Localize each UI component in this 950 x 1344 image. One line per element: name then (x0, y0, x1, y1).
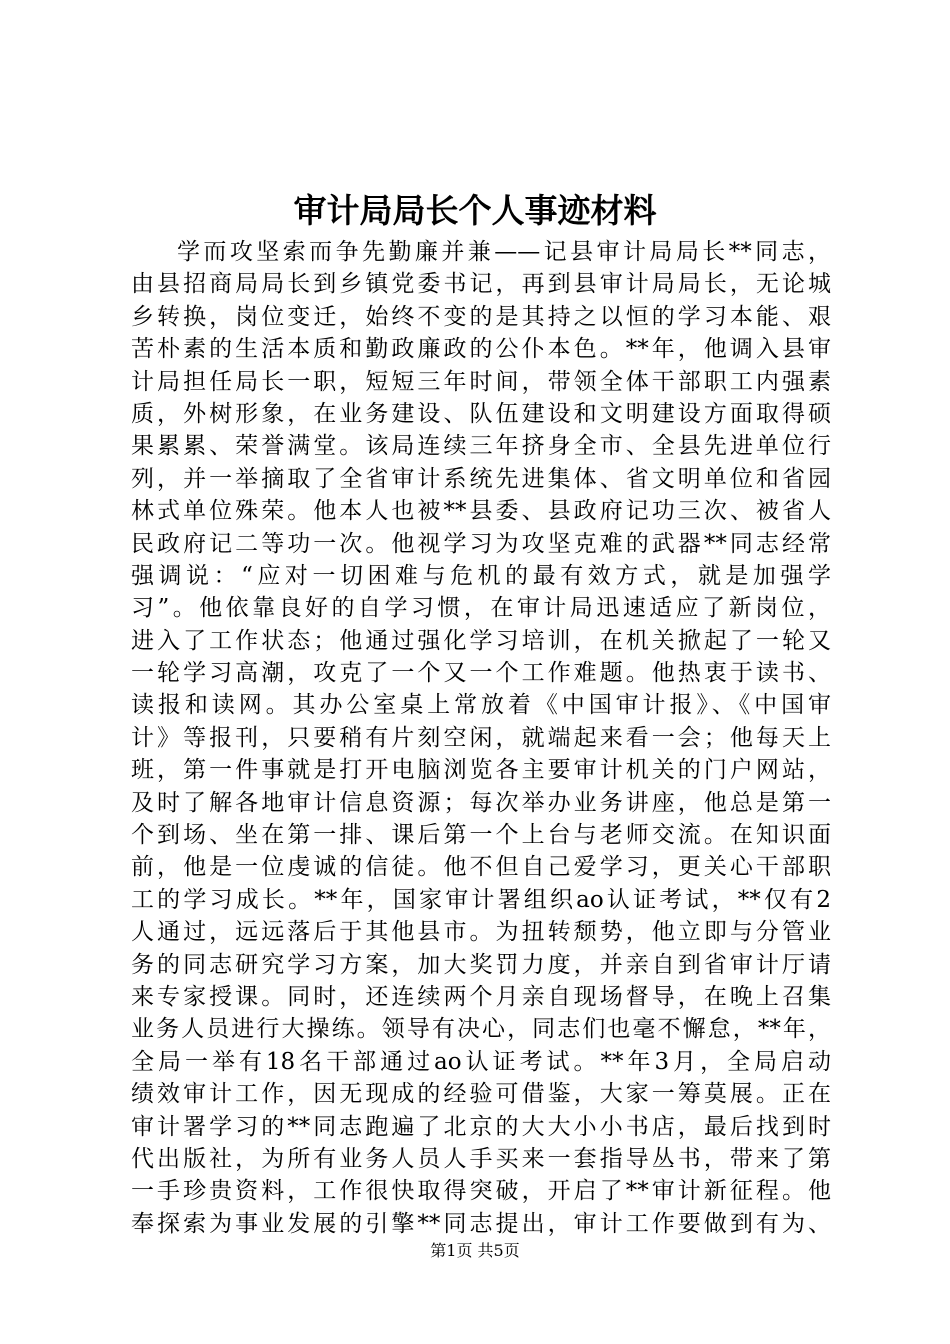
body-line: 前，他是一位虔诚的信徒。他不但自己爱学习，更关心干部职 (131, 854, 831, 881)
body-line: 绩效审计工作，因无现成的经验可借鉴，大家一筹莫展。正在 (131, 1081, 831, 1108)
body-line: 及时了解各地审计信息资源；每次举办业务讲座，他总是第一 (131, 789, 831, 816)
body-line: 审计署学习的**同志跑遍了北京的大大小小书店，最后找到时 (131, 1113, 831, 1140)
body-line: 业务人员进行大操练。领导有决心，同志们也毫不懈怠，**年， (131, 1016, 831, 1043)
body-line: 习”。他依靠良好的自学习惯，在审计局迅速适应了新岗位， (131, 595, 831, 622)
body-line: 人通过，远远落后于其他县市。为扭转颓势，他立即与分管业 (131, 919, 831, 946)
body-line: 代出版社，为所有业务人员人手买来一套指导丛书，带来了第 (131, 1145, 831, 1172)
body-line: 班，第一件事就是打开电脑浏览各主要审计机关的门户网站， (131, 757, 831, 784)
body-line: 来专家授课。同时，还连续两个月亲自现场督导，在晚上召集 (131, 983, 831, 1010)
body-line: 苦朴素的生活本质和勤政廉政的公仆本色。**年，他调入县审 (131, 336, 831, 363)
body-line: 全局一举有18名干部通过ao认证考试。**年3月，全局启动 (131, 1048, 831, 1075)
document-title: 审计局局长个人事迹材料 (293, 191, 657, 230)
body-line: 工的学习成长。**年，国家审计署组织ao认证考试，**仅有2 (131, 886, 831, 913)
body-line: 一轮学习高潮，攻克了一个又一个工作难题。他热衷于读书、 (131, 660, 831, 687)
body-line: 进入了工作状态；他通过强化学习培训，在机关掀起了一轮又 (131, 627, 831, 654)
body-line: 一手珍贵资料，工作很快取得突破，开启了**审计新征程。他 (131, 1178, 831, 1205)
body-line: 强调说：“应对一切困难与危机的最有效方式，就是加强学 (131, 562, 831, 589)
body-line: 民政府记二等功一次。他视学习为攻坚克难的武器**同志经常 (131, 530, 831, 557)
body-line: 学而攻坚索而争先勤廉并兼——记县审计局局长**同志， (177, 239, 831, 265)
page-footer: 第1页 共5页 (430, 1241, 520, 1260)
body-line: 林式单位殊荣。他本人也被**县委、县政府记功三次、被省人 (131, 498, 831, 525)
body-line: 果累累、荣誉满堂。该局连续三年挤身全市、全县先进单位行 (131, 433, 831, 460)
body-line: 务的同志研究学习方案，加大奖罚力度，并亲自到省审计厅请 (131, 951, 831, 978)
body-line: 质，外树形象，在业务建设、队伍建设和文明建设方面取得硕 (131, 400, 831, 427)
body-line: 计》等报刊，只要稍有片刻空闲，就端起来看一会；他每天上 (131, 724, 831, 751)
body-line: 由县招商局局长到乡镇党委书记，再到县审计局局长，无论城 (131, 271, 831, 298)
body-line: 个到场、坐在第一排、课后第一个上台与老师交流。在知识面 (131, 822, 831, 849)
body-line: 奉探索为事业发展的引擎**同志提出，审计工作要做到有为、 (131, 1210, 831, 1237)
document-body (131, 236, 831, 1240)
body-line: 读报和读网。其办公室桌上常放着《中国审计报》、《中国审 (131, 692, 831, 719)
body-line: 乡转换，岗位变迁，始终不变的是其持之以恒的学习本能、艰 (131, 303, 831, 330)
body-line: 列，并一举摘取了全省审计系统先进集体、省文明单位和省园 (131, 465, 831, 492)
body-line: 计局担任局长一职，短短三年时间，带领全体干部职工内强素 (131, 368, 831, 395)
